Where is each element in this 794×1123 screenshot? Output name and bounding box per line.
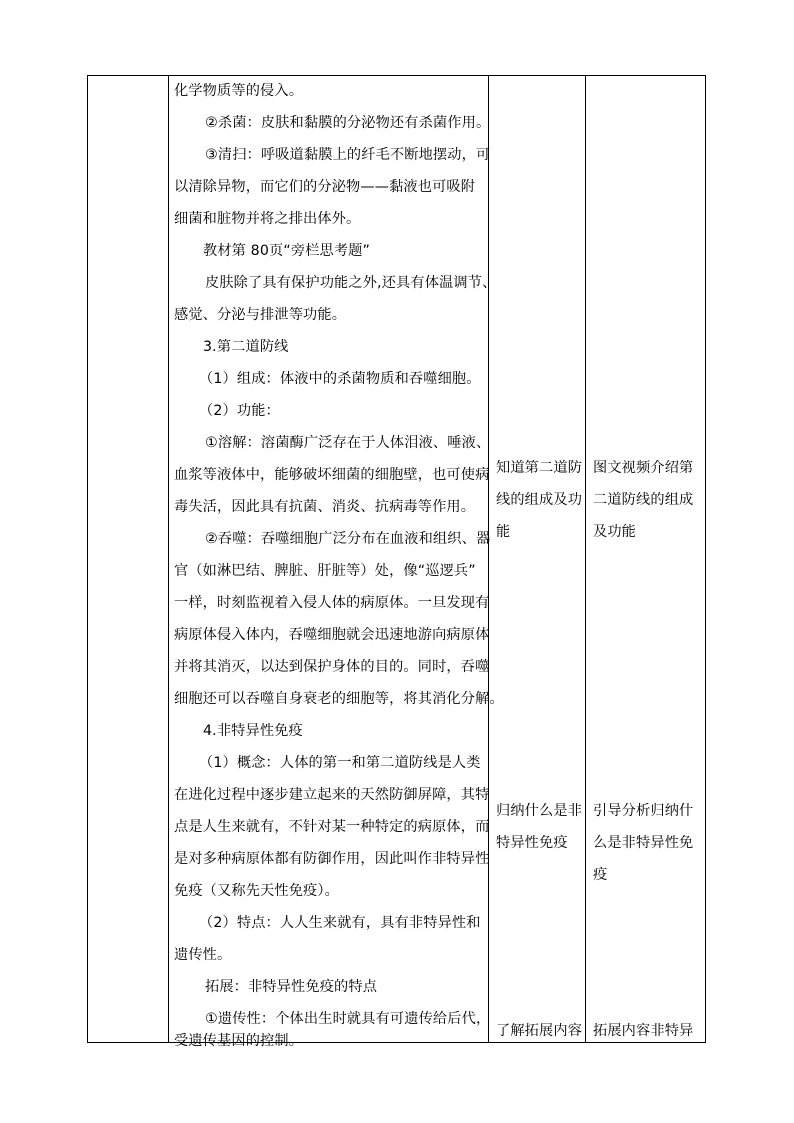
content-line: 拓展：非特异性免疫的特点 bbox=[205, 979, 378, 995]
content-line: 细菌和脏物并将之排出体外。 bbox=[174, 211, 361, 227]
content-line: 感觉、分泌与排泄等功能。 bbox=[174, 307, 347, 323]
content-line: （1）概念：人体的第一和第二道防线是人类 bbox=[199, 755, 481, 771]
design-line: 引导分析归纳什 bbox=[593, 803, 694, 819]
content-line: 遗传性。 bbox=[174, 947, 232, 963]
design-line: 图文视频介绍第 bbox=[593, 460, 694, 476]
content-line: 皮肤除了具有保护功能之外,还具有体温调节、 bbox=[205, 275, 497, 291]
content-line: 一样，时刻监视着入侵人体的病原体。一旦发现有 bbox=[174, 595, 490, 611]
design-line: 二道防线的组成 bbox=[593, 492, 694, 508]
content-line: 病原体侵入体内，吞噬细胞就会迅速地游向病原体 bbox=[174, 627, 490, 643]
content-line: 以清除异物，而它们的分泌物——黏液也可吸附 bbox=[174, 179, 476, 195]
content-line: 在进化过程中逐步建立起来的天然防御屏障，其特 bbox=[174, 787, 490, 803]
content-line: 教材第 80页“旁栏思考题” bbox=[203, 243, 371, 259]
content-line: 并将其消灭，以达到保护身体的目的。同时，吞噬 bbox=[174, 659, 490, 675]
content-line: ①溶解：溶菌酶广泛存在于人体泪液、唾液、 bbox=[205, 435, 491, 451]
content-line: 官（如淋巴结、脾脏、肝脏等）处，像“巡逻兵” bbox=[174, 563, 476, 579]
content-line: 毒失活，因此具有抗菌、消炎、抗病毒等作用。 bbox=[174, 499, 476, 515]
content-line: ②吞噬：吞噬细胞广泛分布在血液和组织、器 bbox=[205, 531, 491, 547]
content-line: ②杀菌：皮肤和黏膜的分泌物还有杀菌作用。 bbox=[205, 115, 491, 131]
content-line: 血浆等液体中，能够破坏细菌的细胞壁，也可使病 bbox=[174, 467, 490, 483]
student-line: 线的组成及功 bbox=[496, 492, 583, 508]
content-line: 免疫（又称先天性免疫）。 bbox=[174, 883, 339, 899]
content-line: 化学物质等的侵入。 bbox=[174, 83, 304, 99]
student-activity-cell bbox=[489, 76, 584, 1042]
design-line: 及功能 bbox=[593, 524, 637, 540]
teaching-content-cell bbox=[169, 76, 504, 1049]
student-line: 了解拓展内容 bbox=[496, 1023, 583, 1039]
student-line: 知道第二道防 bbox=[496, 460, 583, 476]
section-heading: 4.非特异性免疫 bbox=[203, 723, 303, 739]
section-heading: 3.第二道防线 bbox=[203, 339, 289, 355]
student-line: 归纳什么是非 bbox=[496, 803, 583, 819]
content-line: （2）功能： bbox=[199, 403, 280, 419]
student-line: 能 bbox=[496, 524, 511, 540]
lesson-table bbox=[87, 75, 706, 1049]
content-line: （2）特点：人人生来就有，具有非特异性和 bbox=[199, 915, 481, 931]
student-line: 特异性免疫 bbox=[496, 835, 568, 851]
content-line: 点是人生来就有，不针对某一种特定的病原体，而 bbox=[174, 819, 490, 835]
design-line: 疫 bbox=[593, 867, 608, 883]
content-line: 受遗传基因的控制。 bbox=[174, 1033, 304, 1049]
content-line: 细胞还可以吞噬自身衰老的细胞等，将其消化分解。 bbox=[174, 691, 504, 707]
content-line: ③清扫：呼吸道黏膜上的纤毛不断地摆动，可 bbox=[205, 147, 491, 163]
design-line: 拓展内容非特异 bbox=[593, 1023, 694, 1039]
content-line: 是对多种病原体都有防御作用，因此叫作非特异性 bbox=[174, 851, 490, 867]
content-line: ①遗传性：个体出生时就具有可遗传给后代， bbox=[205, 1011, 491, 1027]
design-line: 么是非特异性免 bbox=[593, 835, 694, 851]
design-intent-cell bbox=[586, 76, 706, 1042]
content-line: （1）组成：体液中的杀菌物质和吞噬细胞。 bbox=[199, 371, 481, 387]
